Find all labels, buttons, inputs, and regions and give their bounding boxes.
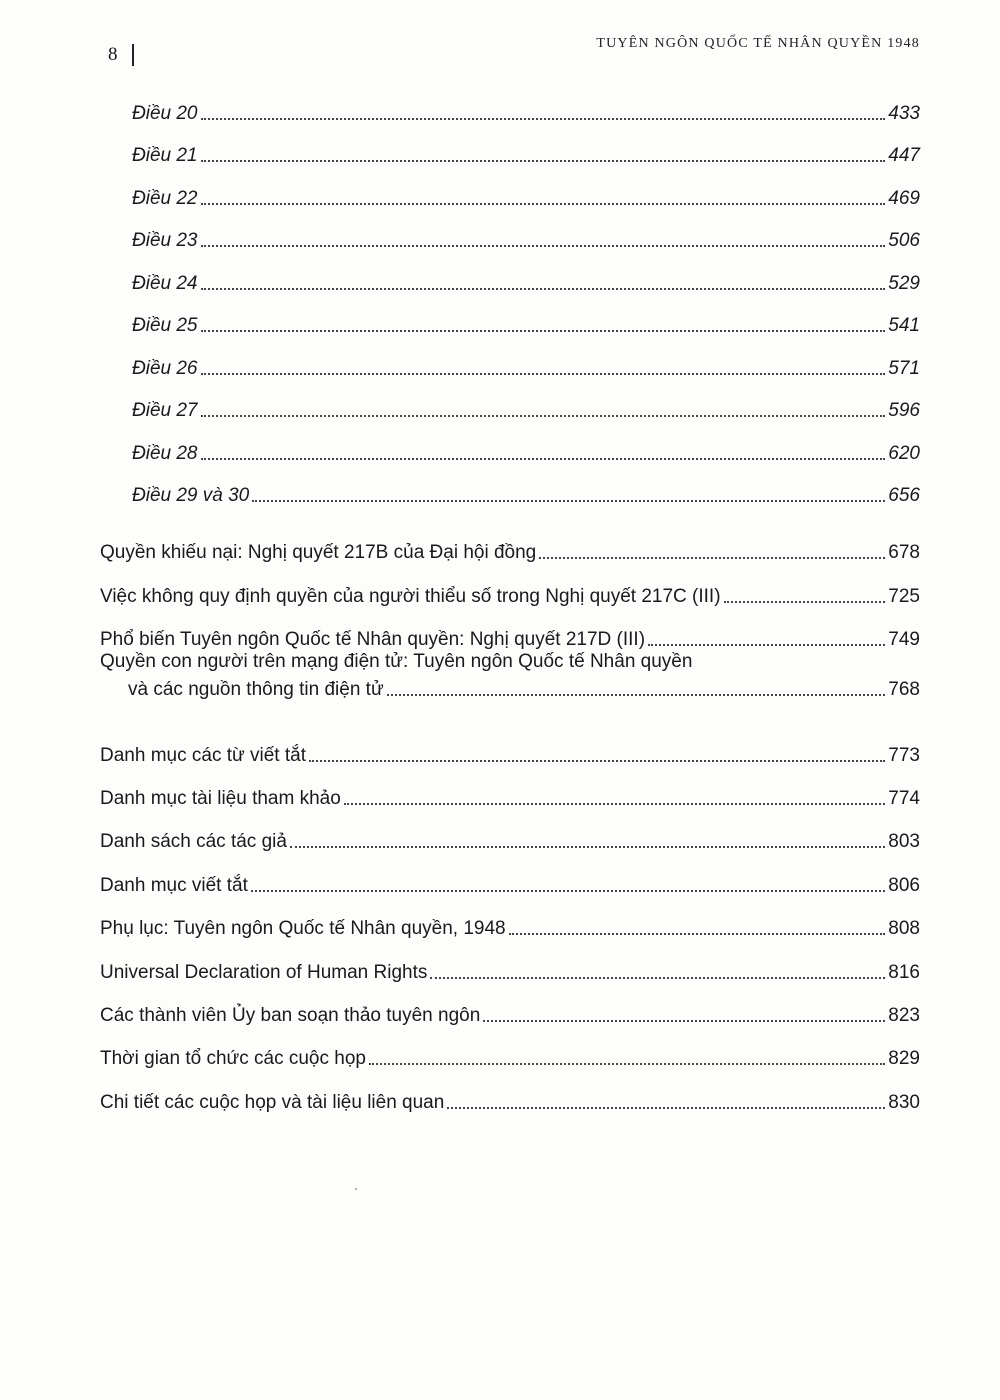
toc-entry-label: Điều 23 [132,230,198,251]
dot-leader [201,288,886,290]
toc-entry-section [100,897,920,940]
toc-entry-section [100,984,920,1027]
toc-entry-label: Điều 24 [132,272,198,294]
toc-entry-page: 773 [888,744,920,766]
toc-entry-label: Điều 26 [132,357,198,379]
toc-entry-label: Điều 21 [132,145,198,166]
toc-entry-page: 656 [888,485,920,506]
toc-entry-page: 830 [888,1091,920,1113]
dot-leader [201,330,886,332]
toc-entry-article [100,295,920,338]
running-title: TUYÊN NGÔN QUỐC TẾ NHÂN QUYỀN 1948 [596,36,920,51]
toc-entry-page: 506 [888,230,920,251]
toc-entry-page: 571 [888,357,920,379]
toc-entry-page: 816 [888,961,920,983]
toc-entry-section [100,723,920,766]
toc-entry-section [100,940,920,983]
dot-leader [430,977,885,979]
toc-entry-label: Phụ lục: Tuyên ngôn Quốc tế Nhân quyền, 1948 [100,918,506,940]
toc-entry-section [100,853,920,896]
dot-leader [201,160,886,162]
toc-entry-label-line1: Quyền con người trên mạng điện tử: Tuyên ngôn Quốc tế Nhân quyền [100,651,693,673]
toc-entry-section [100,521,920,564]
toc-entry-label-line2: và các nguồn thông tin điện tử [128,679,384,701]
toc-entry-page: 806 [888,874,920,896]
toc-entry-label: Điều 22 [132,187,198,209]
toc-entry-label: Danh sách các tác giả [100,831,287,853]
toc-entry-label: Quyền khiếu nại: Nghị quyết 217B của Đại hội đồng [100,542,537,564]
toc-entry-page: 808 [888,918,920,940]
page-number: 8 [108,44,119,65]
dot-leader [648,644,885,646]
toc-entry-label: Danh mục các từ viết tắt [100,744,306,766]
dot-leader [201,415,886,417]
toc-entry-section [100,608,920,651]
toc-entry-article [100,82,920,125]
toc-entry-label: Điều 29 và 30 [132,485,250,506]
toc-entry-section [100,1070,920,1113]
dot-leader [447,1107,885,1109]
toc-entry-section [100,1027,920,1070]
dot-leader [201,458,886,460]
toc-entry-label: Danh mục viết tắt [100,874,248,896]
dot-leader [483,1020,885,1022]
toc-entry-page: 529 [888,272,920,294]
toc-entry-section [100,767,920,810]
header-divider [132,44,134,66]
toc-entry-label: Việc không quy định quyền của người thiểu số trong Nghị quyết 217C (III) [100,585,721,607]
toc-entry-page: 829 [888,1048,920,1070]
toc-entry-page: 823 [888,1004,920,1026]
toc-entry-page: 447 [888,145,920,166]
dot-leader [201,245,886,247]
toc-entry-article [100,337,920,380]
toc-entry-page: 774 [888,787,920,809]
toc-entry-page: 620 [888,442,920,464]
toc-entry-article [100,167,920,210]
toc-entry-page: 725 [888,585,920,607]
dot-leader [252,500,885,502]
dot-leader [344,803,886,805]
toc-entry-section [100,810,920,853]
toc-entry-label: Điều 20 [132,102,198,124]
toc-entry-label: Điều 27 [132,400,198,421]
dot-leader [509,933,886,935]
dot-leader [201,373,886,375]
toc-entry-label: Phổ biến Tuyên ngôn Quốc tế Nhân quyền: Nghị quyết 217D (III) [100,629,646,651]
page-header [108,30,920,66]
dot-leader [387,694,886,696]
dot-leader [724,601,886,603]
toc-entry-label: Universal Declaration of Human Rights [100,961,428,983]
toc-entry-page: 803 [888,831,920,853]
toc-entry-continuation [100,679,920,701]
toc-entry-page: 749 [888,629,920,651]
dot-leader [290,846,885,848]
toc-entry-article [100,465,920,508]
dot-leader [309,760,885,762]
toc-entry-page: 678 [888,542,920,564]
toc-entry-page: 768 [888,679,920,701]
toc-entry-article [100,252,920,295]
toc-entry-page: 541 [888,315,920,336]
toc-entry-article [100,125,920,168]
paper-speck [355,1188,357,1190]
dot-leader [369,1063,885,1065]
table-of-contents [100,82,920,1114]
dot-leader [539,557,885,559]
toc-entry-page: 596 [888,400,920,421]
section-gap [100,507,920,521]
toc-entry-label: Điều 25 [132,315,198,336]
toc-entry-label: Các thành viên Ủy ban soạn thảo tuyên ngôn [100,1004,481,1026]
dot-leader [201,203,886,205]
toc-entry-section [100,564,920,607]
toc-entry-article [100,422,920,465]
toc-entry-label: Chi tiết các cuộc họp và tài liệu liên quan [100,1091,445,1113]
toc-entry-page: 469 [888,187,920,209]
dot-leader [251,890,885,892]
toc-entry-page: 433 [888,102,920,124]
toc-entry-article [100,380,920,423]
toc-entry-label: Danh mục tài liệu tham khảo [100,787,341,809]
dot-leader [201,118,886,120]
toc-entry-multiline [100,651,920,717]
toc-entry-label: Thời gian tổ chức các cuộc họp [100,1048,366,1070]
toc-entry-article [100,210,920,253]
toc-entry-label: Điều 28 [132,442,198,464]
